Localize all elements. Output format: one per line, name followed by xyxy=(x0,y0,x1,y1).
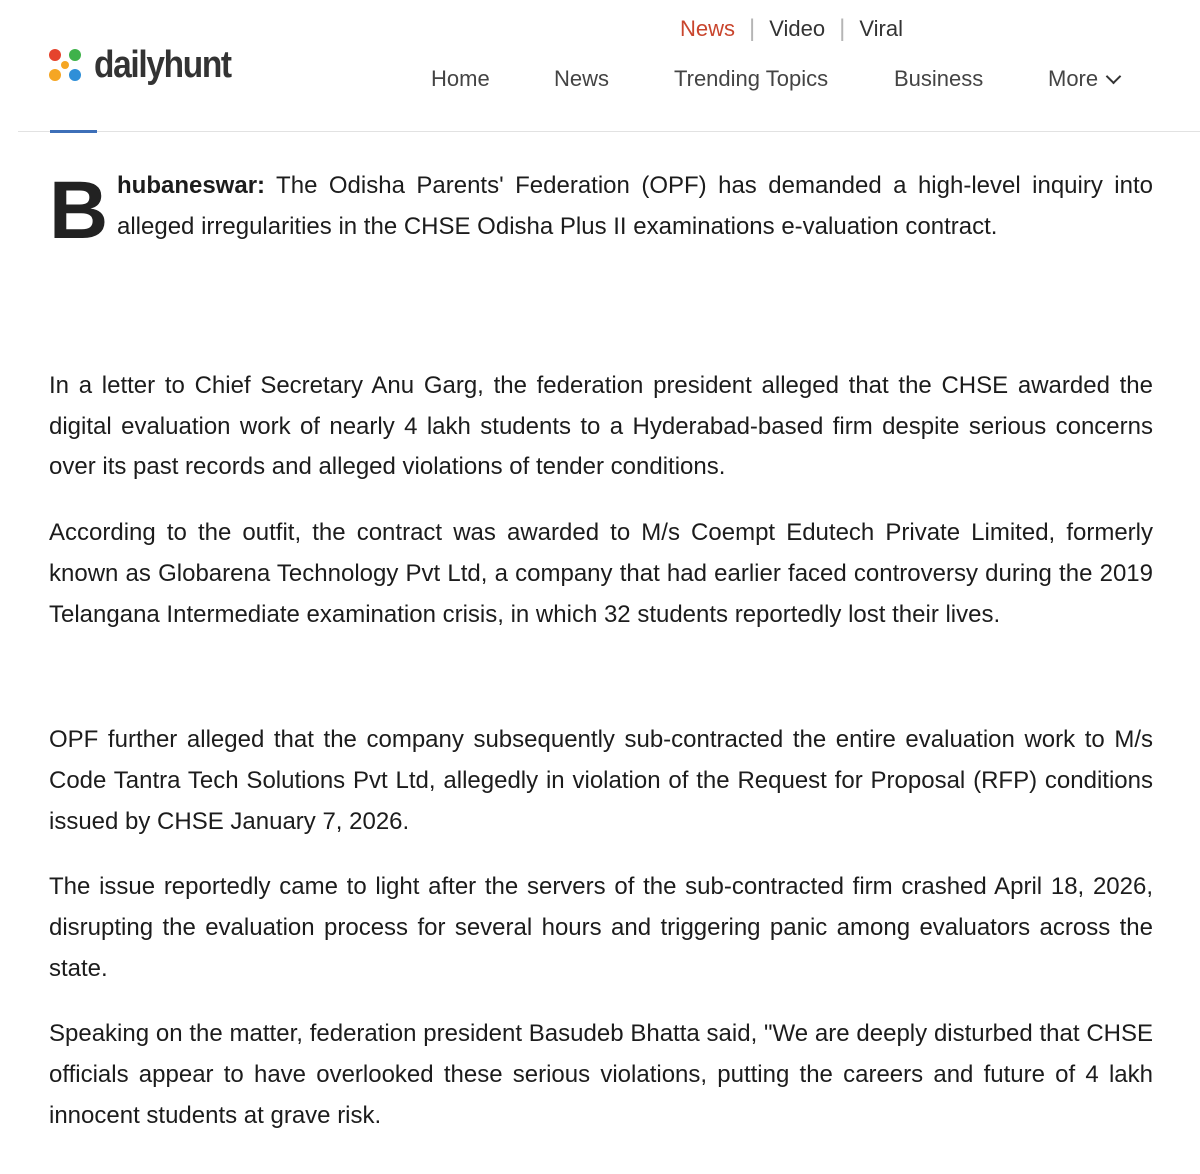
article-lead xyxy=(49,166,1153,291)
site-header xyxy=(0,0,1200,132)
nav-item-home[interactable]: Home xyxy=(431,66,490,91)
lead-text: The Odisha Parents' Federation (OPF) has demanded a high-level inquiry into alleged irregularities in the CHSE Odisha Plus II examinations e-valuation contract. xyxy=(117,172,1153,240)
logo-text: dailyhunt xyxy=(94,43,231,86)
header-divider xyxy=(18,131,1200,132)
article-paragraph: Speaking on the matter, federation president Basudeb Bhatta said, "We are deeply disturbed that CHSE officials appear to have overlooked these serious violations, putting the careers and future of 4 lakh innocent students at grave risk. xyxy=(49,1020,1153,1129)
nav-item-more[interactable] xyxy=(1048,66,1119,92)
article-body xyxy=(49,166,1153,1137)
article-paragraph: According to the outfit, the contract was awarded to M/s Coempt Edutech Private Limited, formerly known as Globarena Technology Pvt Ltd, a company that had earlier faced controversy during the 2019 Telangana Intermediate examination crisis, in which 32 students reportedly lost their lives. xyxy=(49,519,1153,628)
main-nav xyxy=(0,66,1200,96)
active-tab-indicator xyxy=(50,130,97,133)
top-link-viral[interactable]: Viral xyxy=(859,16,903,41)
lead-paragraph xyxy=(117,166,1153,247)
nav-item-news[interactable]: News xyxy=(554,66,610,91)
top-link-video[interactable]: Video xyxy=(769,16,826,41)
nav-item-more-label: More xyxy=(1048,66,1099,91)
article-paragraph: The issue reportedly came to light after the servers of the sub-contracted firm crashed April 18, 2026, disrupting the evaluation process for several hours and triggering panic among evaluators across the state. xyxy=(49,873,1153,982)
top-link-separator: | xyxy=(749,15,756,42)
article-paragraph: OPF further alleged that the company subsequently sub-contracted the entire evaluation work to M/s Code Tantra Tech Solutions Pvt Ltd, allegedly in violation of the Request for Proposal (RFP) conditions issued by CHSE January 7, 2026. xyxy=(49,726,1153,835)
top-link-news[interactable]: News xyxy=(680,16,736,41)
nav-item-business[interactable]: Business xyxy=(894,66,984,91)
article-paragraph: In a letter to Chief Secretary Anu Garg, the federation president alleged that the CHSE awarded the digital evaluation work of nearly 4 lakh students to a Hyderabad-based firm despite serious concerns over its past records and alleged violations of tender conditions. xyxy=(49,372,1153,481)
top-links xyxy=(680,15,903,43)
top-link-separator: | xyxy=(839,15,846,42)
chevron-down-icon xyxy=(1106,69,1122,85)
dateline: hubaneswar: xyxy=(117,172,266,199)
drop-cap: B xyxy=(49,165,109,256)
nav-item-trending-topics[interactable]: Trending Topics xyxy=(674,66,829,91)
